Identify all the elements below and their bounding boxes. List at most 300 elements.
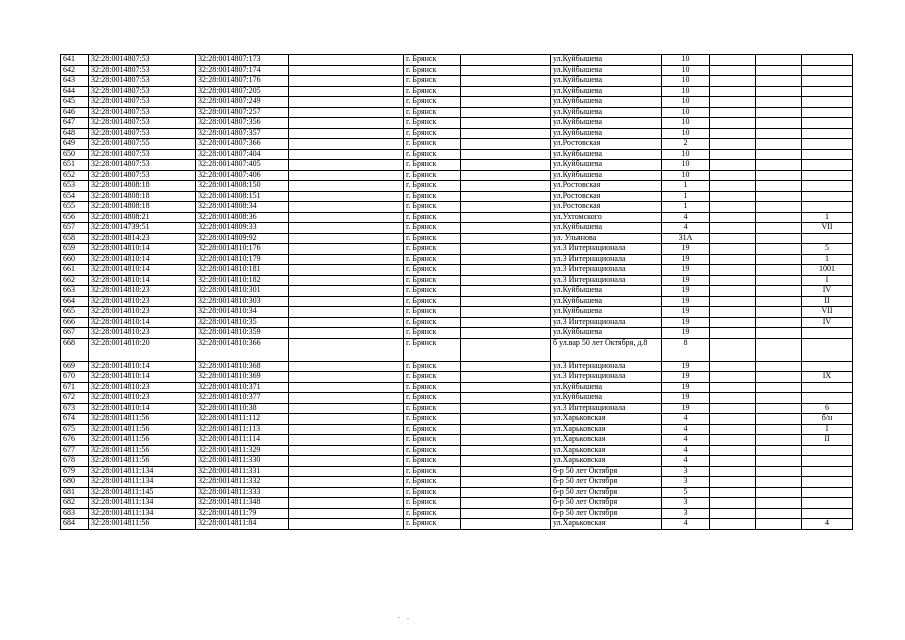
city-cell: г. Брянск <box>404 456 461 467</box>
street-cell: б-р 50 лет Октября <box>551 487 662 498</box>
table-row <box>61 265 853 276</box>
empty-cell <box>710 275 756 286</box>
row-number-cell: 673 <box>61 403 89 414</box>
cadastral-number-cell: 32:28:0014811:113 <box>196 424 289 435</box>
flat-cell <box>802 128 853 139</box>
street-cell: ул.Харьковская <box>551 435 662 446</box>
empty-cell <box>756 307 802 318</box>
cadastral-number-cell: 32:28:0014807:205 <box>196 86 289 97</box>
flat-cell <box>802 107 853 118</box>
house-cell: 19 <box>662 254 710 265</box>
street-cell: ул.Харьковская <box>551 445 662 456</box>
empty-cell <box>289 139 404 150</box>
house-cell: 4 <box>662 223 710 234</box>
parent-cadastral-cell: 32:28:0014807:53 <box>89 170 196 181</box>
empty-cell <box>461 372 551 383</box>
city-cell: г. Брянск <box>404 76 461 87</box>
street-cell: б-р 50 лет Октября <box>551 498 662 509</box>
street-cell: ул.3 Интернационала <box>551 275 662 286</box>
empty-cell <box>710 361 756 372</box>
empty-cell <box>710 254 756 265</box>
street-cell: ул.Куйбышева <box>551 393 662 404</box>
house-cell: 19 <box>662 361 710 372</box>
parent-cadastral-cell: 32:28:0014808:18 <box>89 191 196 202</box>
flat-cell <box>802 498 853 509</box>
empty-cell <box>461 86 551 97</box>
street-cell: ул.Куйбышева <box>551 223 662 234</box>
street-cell: ул.3 Интернационала <box>551 317 662 328</box>
empty-cell <box>710 118 756 129</box>
flat-cell: IX <box>802 372 853 383</box>
parent-cadastral-cell: 32:28:0014739:51 <box>89 223 196 234</box>
empty-cell <box>289 414 404 425</box>
city-cell: г. Брянск <box>404 55 461 66</box>
row-number-cell: 666 <box>61 317 89 328</box>
table-row <box>61 338 853 361</box>
flat-cell <box>802 477 853 488</box>
table-row <box>61 372 853 383</box>
parent-cadastral-cell: 32:28:0014808:18 <box>89 202 196 213</box>
flat-cell <box>802 202 853 213</box>
city-cell: г. Брянск <box>404 254 461 265</box>
city-cell: г. Брянск <box>404 149 461 160</box>
cadastral-number-cell: 32:28:0014808:36 <box>196 212 289 223</box>
cadastral-number-cell: 32:28:0014807:404 <box>196 149 289 160</box>
row-number-cell: 668 <box>61 338 89 361</box>
empty-cell <box>710 160 756 171</box>
house-cell: 19 <box>662 372 710 383</box>
row-number-cell: 648 <box>61 128 89 139</box>
table-row <box>61 170 853 181</box>
house-cell: 10 <box>662 86 710 97</box>
empty-cell <box>289 244 404 255</box>
empty-cell <box>289 76 404 87</box>
row-number-cell: 643 <box>61 76 89 87</box>
empty-cell <box>710 372 756 383</box>
empty-cell <box>756 149 802 160</box>
street-cell: ул.Куйбышева <box>551 55 662 66</box>
street-cell: ул.3 Интернационала <box>551 254 662 265</box>
house-cell: 10 <box>662 160 710 171</box>
cadastral-number-cell: 32:28:0014810:38 <box>196 403 289 414</box>
empty-cell <box>756 97 802 108</box>
cadastral-number-cell: 32:28:0014810:34 <box>196 307 289 318</box>
table-row <box>61 202 853 213</box>
cadastral-number-cell: 32:28:0014807:176 <box>196 76 289 87</box>
street-cell: ул.3 Интернационала <box>551 403 662 414</box>
parent-cadastral-cell: 32:28:0014808:18 <box>89 181 196 192</box>
row-number-cell: 645 <box>61 97 89 108</box>
row-number-cell: 660 <box>61 254 89 265</box>
empty-cell <box>289 403 404 414</box>
table-row <box>61 149 853 160</box>
flat-cell: 1 <box>802 212 853 223</box>
parent-cadastral-cell: 32:28:0014807:53 <box>89 76 196 87</box>
flat-cell: 6 <box>802 403 853 414</box>
empty-cell <box>756 118 802 129</box>
city-cell: г. Брянск <box>404 170 461 181</box>
empty-cell <box>756 498 802 509</box>
cadastral-number-cell: 32:28:0014810:377 <box>196 393 289 404</box>
flat-cell <box>802 338 853 361</box>
empty-cell <box>756 286 802 297</box>
street-cell: ул. Ульянова <box>551 233 662 244</box>
house-cell: 19 <box>662 317 710 328</box>
cadastral-number-cell: 32:28:0014811:331 <box>196 466 289 477</box>
row-number-cell: 657 <box>61 223 89 234</box>
row-number-cell: 658 <box>61 233 89 244</box>
city-cell: г. Брянск <box>404 181 461 192</box>
empty-cell <box>710 424 756 435</box>
street-cell: ул.Харьковская <box>551 414 662 425</box>
empty-cell <box>710 191 756 202</box>
row-number-cell: 656 <box>61 212 89 223</box>
table-row <box>61 435 853 446</box>
flat-cell <box>802 233 853 244</box>
empty-cell <box>710 487 756 498</box>
house-cell: 4 <box>662 435 710 446</box>
parent-cadastral-cell: 32:28:0014810:14 <box>89 265 196 276</box>
table-row <box>61 414 853 425</box>
empty-cell <box>461 76 551 87</box>
empty-cell <box>710 76 756 87</box>
empty-cell <box>461 338 551 361</box>
flat-cell <box>802 97 853 108</box>
cadastral-number-cell: 32:28:0014807:356 <box>196 118 289 129</box>
city-cell: г. Брянск <box>404 372 461 383</box>
empty-cell <box>289 55 404 66</box>
table-row <box>61 393 853 404</box>
cadastral-number-cell: 32:28:0014807:257 <box>196 107 289 118</box>
parent-cadastral-cell: 32:28:0014811:56 <box>89 519 196 530</box>
street-cell: ул.3 Интернационала <box>551 265 662 276</box>
row-number-cell: 684 <box>61 519 89 530</box>
empty-cell <box>289 107 404 118</box>
row-number-cell: 674 <box>61 414 89 425</box>
street-cell: ул.Куйбышева <box>551 107 662 118</box>
table-row <box>61 498 853 509</box>
street-cell: ул.3 Интернационала <box>551 361 662 372</box>
row-number-cell: 665 <box>61 307 89 318</box>
empty-cell <box>756 382 802 393</box>
city-cell: г. Брянск <box>404 233 461 244</box>
empty-cell <box>710 139 756 150</box>
house-cell: 19 <box>662 286 710 297</box>
cadastral-number-cell: 32:28:0014810:181 <box>196 265 289 276</box>
table-row <box>61 212 853 223</box>
empty-cell <box>756 191 802 202</box>
empty-cell <box>289 307 404 318</box>
empty-cell <box>710 338 756 361</box>
city-cell: г. Брянск <box>404 338 461 361</box>
empty-cell <box>710 519 756 530</box>
row-number-cell: 652 <box>61 170 89 181</box>
house-cell: 2 <box>662 139 710 150</box>
cadastral-number-cell: 32:28:0014810:182 <box>196 275 289 286</box>
row-number-cell: 675 <box>61 424 89 435</box>
empty-cell <box>461 97 551 108</box>
table-row <box>61 519 853 530</box>
empty-cell <box>710 382 756 393</box>
scan-artifact <box>407 618 409 619</box>
empty-cell <box>756 212 802 223</box>
table-row <box>61 317 853 328</box>
empty-cell <box>461 466 551 477</box>
empty-cell <box>461 487 551 498</box>
table-row <box>61 223 853 234</box>
house-cell: 10 <box>662 97 710 108</box>
empty-cell <box>710 181 756 192</box>
empty-cell <box>289 317 404 328</box>
empty-cell <box>461 477 551 488</box>
flat-cell <box>802 86 853 97</box>
street-cell: ул.Куйбышева <box>551 65 662 76</box>
cadastral-number-cell: 32:28:0014810:371 <box>196 382 289 393</box>
flat-cell <box>802 508 853 519</box>
parent-cadastral-cell: 32:28:0014807:53 <box>89 86 196 97</box>
street-cell: ул.Куйбышева <box>551 307 662 318</box>
street-cell: ул.Куйбышева <box>551 286 662 297</box>
parent-cadastral-cell: 32:28:0014807:53 <box>89 97 196 108</box>
house-cell: 1 <box>662 191 710 202</box>
city-cell: г. Брянск <box>404 286 461 297</box>
house-cell: 4 <box>662 424 710 435</box>
parent-cadastral-cell: 32:28:0014807:53 <box>89 128 196 139</box>
empty-cell <box>756 477 802 488</box>
row-number-cell: 677 <box>61 445 89 456</box>
flat-cell <box>802 76 853 87</box>
empty-cell <box>710 393 756 404</box>
empty-cell <box>756 139 802 150</box>
empty-cell <box>756 65 802 76</box>
empty-cell <box>710 212 756 223</box>
house-cell: 10 <box>662 107 710 118</box>
empty-cell <box>756 275 802 286</box>
parent-cadastral-cell: 32:28:0014810:23 <box>89 296 196 307</box>
empty-cell <box>289 424 404 435</box>
empty-cell <box>756 414 802 425</box>
parent-cadastral-cell: 32:28:0014807:53 <box>89 55 196 66</box>
table-row <box>61 296 853 307</box>
parent-cadastral-cell: 32:28:0014810:14 <box>89 317 196 328</box>
flat-cell: I <box>802 424 853 435</box>
flat-cell <box>802 139 853 150</box>
empty-cell <box>461 445 551 456</box>
city-cell: г. Брянск <box>404 445 461 456</box>
city-cell: г. Брянск <box>404 328 461 339</box>
empty-cell <box>756 424 802 435</box>
street-cell: ул.Ростовская <box>551 202 662 213</box>
flat-cell <box>802 382 853 393</box>
parent-cadastral-cell: 32:28:0014811:134 <box>89 508 196 519</box>
cadastral-number-cell: 32:28:0014810:176 <box>196 244 289 255</box>
street-cell: ул.Куйбышева <box>551 76 662 87</box>
city-cell: г. Брянск <box>404 317 461 328</box>
house-cell: 10 <box>662 128 710 139</box>
row-number-cell: 680 <box>61 477 89 488</box>
city-cell: г. Брянск <box>404 118 461 129</box>
empty-cell <box>289 202 404 213</box>
house-cell: 19 <box>662 328 710 339</box>
table-row <box>61 160 853 171</box>
empty-cell <box>756 296 802 307</box>
house-cell: 4 <box>662 519 710 530</box>
empty-cell <box>710 498 756 509</box>
parent-cadastral-cell: 32:28:0014811:56 <box>89 435 196 446</box>
street-cell: ул.Куйбышева <box>551 170 662 181</box>
empty-cell <box>461 244 551 255</box>
flat-cell <box>802 191 853 202</box>
empty-cell <box>461 181 551 192</box>
house-cell: 19 <box>662 275 710 286</box>
empty-cell <box>710 286 756 297</box>
house-cell: 4 <box>662 414 710 425</box>
street-cell: ул.Харьковская <box>551 519 662 530</box>
empty-cell <box>756 466 802 477</box>
street-cell: ул.Куйбышева <box>551 328 662 339</box>
row-number-cell: 670 <box>61 372 89 383</box>
row-number-cell: 663 <box>61 286 89 297</box>
flat-cell <box>802 170 853 181</box>
empty-cell <box>756 202 802 213</box>
table-row <box>61 445 853 456</box>
empty-cell <box>461 286 551 297</box>
street-cell: б-р 50 лет Октября <box>551 508 662 519</box>
table-row <box>61 456 853 467</box>
city-cell: г. Брянск <box>404 191 461 202</box>
row-number-cell: 683 <box>61 508 89 519</box>
flat-cell <box>802 393 853 404</box>
city-cell: г. Брянск <box>404 382 461 393</box>
city-cell: г. Брянск <box>404 424 461 435</box>
cadastral-number-cell: 32:28:0014807:173 <box>196 55 289 66</box>
city-cell: г. Брянск <box>404 128 461 139</box>
empty-cell <box>710 202 756 213</box>
house-cell: 5 <box>662 487 710 498</box>
table-row <box>61 55 853 66</box>
flat-cell <box>802 65 853 76</box>
house-cell: 31А <box>662 233 710 244</box>
house-cell: 3 <box>662 477 710 488</box>
empty-cell <box>756 338 802 361</box>
empty-cell <box>289 286 404 297</box>
city-cell: г. Брянск <box>404 139 461 150</box>
empty-cell <box>710 466 756 477</box>
empty-cell <box>756 55 802 66</box>
flat-cell: б/н <box>802 414 853 425</box>
table-row <box>61 487 853 498</box>
cadastral-number-cell: 32:28:0014811:84 <box>196 519 289 530</box>
table-row <box>61 139 853 150</box>
parent-cadastral-cell: 32:28:0014808:21 <box>89 212 196 223</box>
table-row <box>61 328 853 339</box>
street-cell: ул.Ухтомского <box>551 212 662 223</box>
cadastral-number-cell: 32:28:0014811:332 <box>196 477 289 488</box>
cadastral-number-cell: 32:28:0014810:179 <box>196 254 289 265</box>
city-cell: г. Брянск <box>404 414 461 425</box>
parent-cadastral-cell: 32:28:0014810:14 <box>89 361 196 372</box>
city-cell: г. Брянск <box>404 265 461 276</box>
cadastral-number-cell: 32:28:0014811:348 <box>196 498 289 509</box>
street-cell: ул.Харьковская <box>551 424 662 435</box>
empty-cell <box>756 361 802 372</box>
empty-cell <box>461 275 551 286</box>
street-cell: ул.Куйбышева <box>551 296 662 307</box>
empty-cell <box>461 107 551 118</box>
empty-cell <box>289 223 404 234</box>
parent-cadastral-cell: 32:28:0014811:134 <box>89 466 196 477</box>
flat-cell <box>802 160 853 171</box>
empty-cell <box>289 181 404 192</box>
empty-cell <box>461 233 551 244</box>
house-cell: 19 <box>662 403 710 414</box>
table-row <box>61 181 853 192</box>
empty-cell <box>756 372 802 383</box>
empty-cell <box>710 477 756 488</box>
empty-cell <box>289 477 404 488</box>
empty-cell <box>756 86 802 97</box>
empty-cell <box>289 435 404 446</box>
cadastral-number-cell: 32:28:0014810:369 <box>196 372 289 383</box>
city-cell: г. Брянск <box>404 508 461 519</box>
house-cell: 19 <box>662 244 710 255</box>
city-cell: г. Брянск <box>404 107 461 118</box>
empty-cell <box>461 170 551 181</box>
house-cell: 1 <box>662 181 710 192</box>
flat-cell <box>802 466 853 477</box>
row-number-cell: 676 <box>61 435 89 446</box>
table-row <box>61 508 853 519</box>
empty-cell <box>289 508 404 519</box>
house-cell: 3 <box>662 508 710 519</box>
empty-cell <box>756 223 802 234</box>
empty-cell <box>461 265 551 276</box>
table-row <box>61 254 853 265</box>
empty-cell <box>461 212 551 223</box>
flat-cell: IV <box>802 286 853 297</box>
flat-cell <box>802 55 853 66</box>
table-row <box>61 86 853 97</box>
house-cell: 19 <box>662 265 710 276</box>
empty-cell <box>710 265 756 276</box>
parent-cadastral-cell: 32:28:0014810:14 <box>89 372 196 383</box>
empty-cell <box>289 233 404 244</box>
empty-cell <box>710 65 756 76</box>
flat-cell <box>802 149 853 160</box>
empty-cell <box>289 498 404 509</box>
flat-cell: 5 <box>802 244 853 255</box>
empty-cell <box>710 149 756 160</box>
empty-cell <box>289 265 404 276</box>
city-cell: г. Брянск <box>404 477 461 488</box>
empty-cell <box>756 76 802 87</box>
house-cell: 4 <box>662 212 710 223</box>
cadastral-number-cell: 32:28:0014810:366 <box>196 338 289 361</box>
city-cell: г. Брянск <box>404 296 461 307</box>
empty-cell <box>289 466 404 477</box>
table-row <box>61 107 853 118</box>
table-row <box>61 76 853 87</box>
house-cell: 1 <box>662 202 710 213</box>
flat-cell: 1001 <box>802 265 853 276</box>
street-cell: ул.Куйбышева <box>551 149 662 160</box>
city-cell: г. Брянск <box>404 487 461 498</box>
house-cell: 8 <box>662 338 710 361</box>
empty-cell <box>710 445 756 456</box>
parent-cadastral-cell: 32:28:0014810:20 <box>89 338 196 361</box>
cadastral-number-cell: 32:28:0014810:301 <box>196 286 289 297</box>
cadastral-number-cell: 32:28:0014810:368 <box>196 361 289 372</box>
